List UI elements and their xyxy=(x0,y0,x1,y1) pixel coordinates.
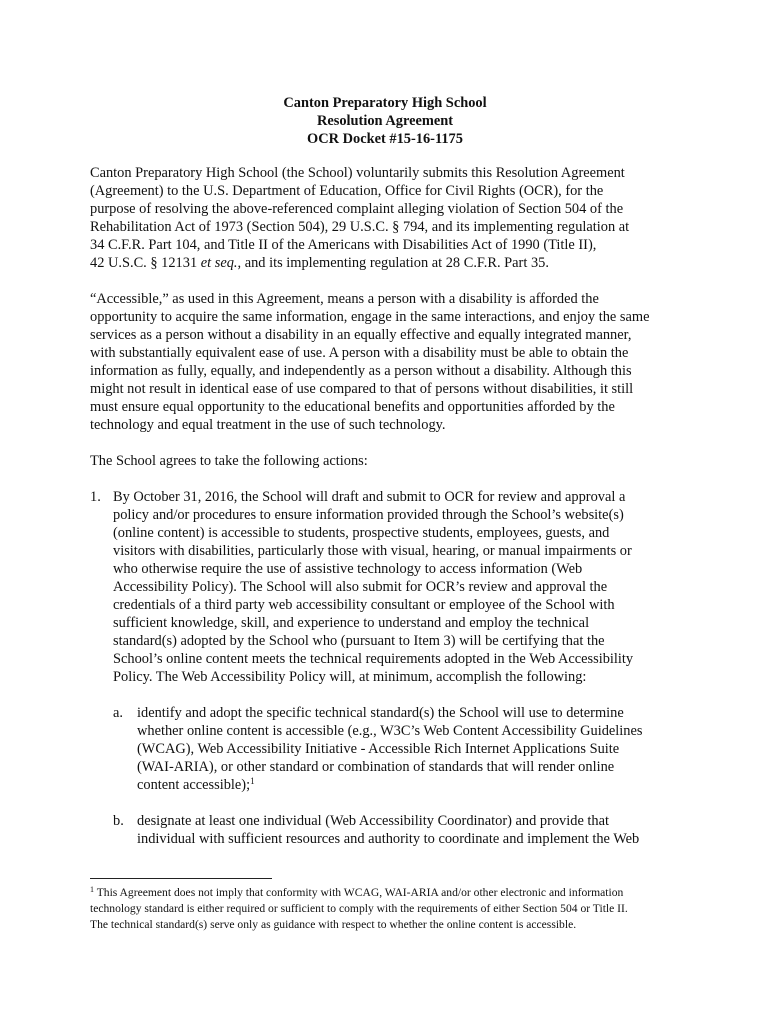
item-line-text: content accessible); xyxy=(137,777,251,793)
citation-text: 42 U.S.C. § 12131 xyxy=(90,255,201,271)
definition-line: with substantially equivalent ease of use. A person with a disability must be able to obtain the xyxy=(90,345,629,361)
intro-line: purpose of resolving the above-referenced complaint alleging violation of Section 504 of the xyxy=(90,201,624,217)
item-line: designate at least one individual (Web Accessibility Coordinator) and provide that xyxy=(137,813,610,829)
document-title xyxy=(0,94,770,148)
item-line: visitors with disabilities, particularly those with visual, hearing, or manual impairments or xyxy=(113,543,632,559)
footnote-text: This Agreement does not imply that conformity with WCAG, WAI-ARIA and/or other electronic and information xyxy=(94,886,624,899)
footnote-line: The technical standard(s) serve only as guidance with respect to whether the online content is accessible. xyxy=(90,918,577,931)
accessible-definition-paragraph xyxy=(90,290,690,434)
intro-line xyxy=(90,254,690,272)
item-line: (online content) is accessible to students, prospective students, employees, guests, and xyxy=(113,525,610,541)
footnote-line: technology standard is either required or sufficient to comply with the requirements of either Section 504 or Title II. xyxy=(90,902,628,915)
item-a-letter: a. xyxy=(113,705,123,721)
item-1-number: 1. xyxy=(90,489,101,505)
item-b-letter: b. xyxy=(113,813,124,829)
item-line: School’s online content meets the technical requirements adopted in the Web Accessibility xyxy=(113,651,634,667)
item-line: who otherwise require the use of assistive technology to access information (Web xyxy=(113,561,583,577)
item-line: identify and adopt the specific technical standard(s) the School will use to determine xyxy=(137,705,624,721)
docket-number: OCR Docket #15-16-1175 xyxy=(307,131,463,147)
footnote-mark: 1 xyxy=(90,885,94,894)
intro-line: Canton Preparatory High School (the School) voluntarily submits this Resolution Agreement xyxy=(90,165,625,181)
item-line: policy and/or procedures to ensure information provided through the School’s website(s) xyxy=(113,507,624,523)
item-line: standard(s) adopted by the School who (pursuant to Item 3) will be certifying that the xyxy=(113,633,605,649)
intro-paragraph xyxy=(90,164,690,272)
school-name: Canton Preparatory High School xyxy=(283,95,487,111)
definition-line: “Accessible,” as used in this Agreement, means a person with a disability is afforded the xyxy=(90,291,599,307)
definition-line: information as fully, equally, and independently as a person without a disability. Although this xyxy=(90,363,632,379)
citation-italic: et seq. xyxy=(200,255,238,271)
item-line: (WAI-ARIA), or other standard or combination of standards that will render online xyxy=(137,759,615,775)
item-b-text xyxy=(137,812,697,848)
intro-line: Rehabilitation Act of 1973 (Section 504), 29 U.S.C. § 794, and its implementing regulation at xyxy=(90,219,630,235)
definition-line: might not result in identical ease of use compared to that of persons without disabilities, it still xyxy=(90,381,634,397)
item-line: individual with sufficient resources and authority to coordinate and implement the Web xyxy=(137,831,640,847)
definition-line: technology and equal treatment in the use of such technology. xyxy=(90,417,446,433)
actions-intro-line: The School agrees to take the following actions: xyxy=(90,453,368,469)
item-line: By October 31, 2016, the School will draft and submit to OCR for review and approval a xyxy=(113,489,626,505)
item-line: credentials of a third party web accessibility consultant or employee of the School with xyxy=(113,597,615,613)
intro-line: (Agreement) to the U.S. Department of Education, Office for Civil Rights (OCR), for the xyxy=(90,183,604,199)
citation-text: , and its implementing regulation at 28 C.F.R. Part 35. xyxy=(237,255,549,271)
item-line: Accessibility Policy). The School will also submit for OCR’s review and approval the xyxy=(113,579,608,595)
footnote-line xyxy=(90,885,690,901)
item-1-text xyxy=(113,488,693,686)
definition-line: opportunity to acquire the same information, engage in the same interactions, and enjoy the same xyxy=(90,309,650,325)
item-line: Policy. The Web Accessibility Policy will, at minimum, accomplish the following: xyxy=(113,669,587,685)
item-a-text xyxy=(137,704,697,794)
actions-intro xyxy=(90,452,690,470)
item-line: sufficient knowledge, skill, and experience to understand and employ the technical xyxy=(113,615,590,631)
agreement-title: Resolution Agreement xyxy=(316,113,454,129)
footnote-reference[interactable]: 1 xyxy=(250,776,255,786)
definition-line: must ensure equal opportunity to the educational benefits and opportunities afforded by the xyxy=(90,399,615,415)
item-line: whether online content is accessible (e.g., W3C’s Web Content Accessibility Guidelines xyxy=(137,723,643,739)
intro-line: 34 C.F.R. Part 104, and Title II of the Americans with Disabilities Act of 1990 (Title II), xyxy=(90,237,597,253)
footnote-separator xyxy=(90,878,272,879)
footnote xyxy=(90,885,690,933)
definition-line: services as a person without a disability in an equally effective and equally integrated manner, xyxy=(90,327,632,343)
item-line xyxy=(137,776,697,794)
item-line: (WCAG), Web Accessibility Initiative - Accessible Rich Internet Applications Suite xyxy=(137,741,620,757)
